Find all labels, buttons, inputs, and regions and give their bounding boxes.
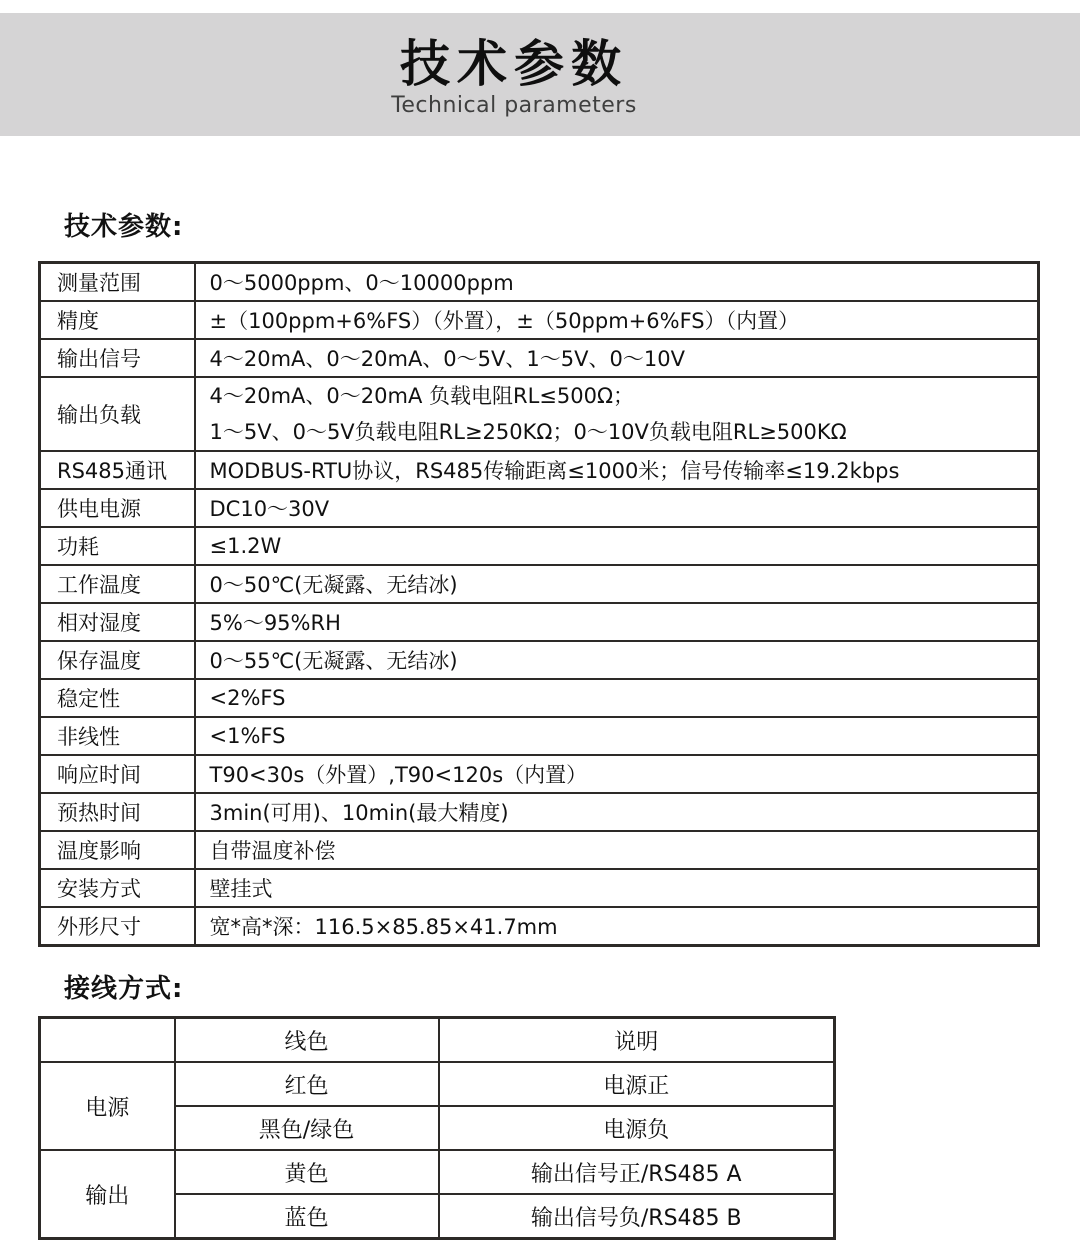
table-row <box>40 301 1039 339</box>
table-row <box>40 907 1039 946</box>
table-row <box>40 679 1039 717</box>
spec-value: ≤1.2W <box>195 527 1039 565</box>
table-row <box>40 1150 835 1194</box>
table-row <box>40 793 1039 831</box>
spec-value: ±（100ppm+6%FS）（外置），±（50ppm+6%FS）（内置） <box>195 301 1039 339</box>
spec-label: 安装方式 <box>40 869 195 907</box>
spec-label: 外形尺寸 <box>40 907 195 946</box>
spec-value-line: 4～20mA、0～20mA 负载电阻RL≤500Ω； <box>209 384 635 408</box>
wire-desc: 输出信号负/RS485 B <box>439 1194 835 1239</box>
spec-label: 测量范围 <box>40 263 195 302</box>
section-title-wiring: 接线方式: <box>64 974 184 1004</box>
spec-value: MODBUS-RTU协议，RS485传输距离≤1000米；信号传输率≤19.2kbps <box>195 451 1039 489</box>
table-row <box>40 565 1039 603</box>
table-row <box>40 1062 835 1106</box>
spec-label: 温度影响 <box>40 831 195 869</box>
spec-label: 非线性 <box>40 717 195 755</box>
wiring-group-output: 输出 <box>40 1150 175 1239</box>
spec-table <box>38 261 1040 947</box>
table-row <box>40 755 1039 793</box>
spec-label: 相对湿度 <box>40 603 195 641</box>
header-title-block <box>0 35 1054 119</box>
wiring-header-empty <box>40 1018 175 1063</box>
spec-label: 响应时间 <box>40 755 195 793</box>
spec-value: <1%FS <box>195 717 1039 755</box>
spec-value: DC10～30V <box>195 489 1039 527</box>
table-row <box>40 603 1039 641</box>
header-band <box>0 13 1080 136</box>
spec-value: 壁挂式 <box>195 869 1039 907</box>
spec-label: 输出信号 <box>40 339 195 377</box>
spec-value: 0～5000ppm、0～10000ppm <box>195 263 1039 302</box>
spec-value: 0～55℃(无凝露、无结冰) <box>195 641 1039 679</box>
spec-label: 稳定性 <box>40 679 195 717</box>
spec-value: 自带温度补偿 <box>195 831 1039 869</box>
wiring-header-color: 线色 <box>175 1018 439 1063</box>
wire-color: 黑色/绿色 <box>175 1106 439 1150</box>
spec-value: <2%FS <box>195 679 1039 717</box>
spec-value: 5%～95%RH <box>195 603 1039 641</box>
spec-label: 输出负载 <box>40 377 195 451</box>
spec-label: 保存温度 <box>40 641 195 679</box>
wiring-group-power: 电源 <box>40 1062 175 1150</box>
table-row <box>40 869 1039 907</box>
page-title: 技术参数 <box>400 35 628 93</box>
spec-label: RS485通讯 <box>40 451 195 489</box>
spec-value: 3min(可用)、10min(最大精度) <box>195 793 1039 831</box>
spec-label: 预热时间 <box>40 793 195 831</box>
spec-label: 功耗 <box>40 527 195 565</box>
table-row <box>40 339 1039 377</box>
spec-value: 宽*高*深：116.5×85.85×41.7mm <box>195 907 1039 946</box>
page-subtitle: Technical parameters <box>391 93 637 118</box>
wire-desc: 电源负 <box>439 1106 835 1150</box>
spec-label: 工作温度 <box>40 565 195 603</box>
spec-value <box>195 377 1039 451</box>
table-row <box>40 641 1039 679</box>
table-row <box>40 451 1039 489</box>
table-row <box>40 831 1039 869</box>
wiring-table <box>38 1016 836 1240</box>
table-row <box>40 1018 835 1063</box>
wire-color: 蓝色 <box>175 1194 439 1239</box>
wire-color: 黄色 <box>175 1150 439 1194</box>
table-row <box>40 717 1039 755</box>
section-title-specs: 技术参数: <box>64 212 184 242</box>
wiring-header-desc: 说明 <box>439 1018 835 1063</box>
spec-value: T90<30s（外置）,T90<120s（内置） <box>195 755 1039 793</box>
spec-value: 4～20mA、0～20mA、0～5V、1～5V、0～10V <box>195 339 1039 377</box>
spec-label: 精度 <box>40 301 195 339</box>
table-row <box>40 527 1039 565</box>
spec-value: 0～50℃(无凝露、无结冰) <box>195 565 1039 603</box>
wire-desc: 输出信号正/RS485 A <box>439 1150 835 1194</box>
wire-desc: 电源正 <box>439 1062 835 1106</box>
table-row <box>40 377 1039 451</box>
spec-value-line: 1～5V、0～5V负载电阻RL≥250KΩ；0～10V负载电阻RL≥500KΩ <box>209 420 847 444</box>
wire-color: 红色 <box>175 1062 439 1106</box>
spec-label: 供电电源 <box>40 489 195 527</box>
table-row <box>40 489 1039 527</box>
table-row <box>40 263 1039 302</box>
